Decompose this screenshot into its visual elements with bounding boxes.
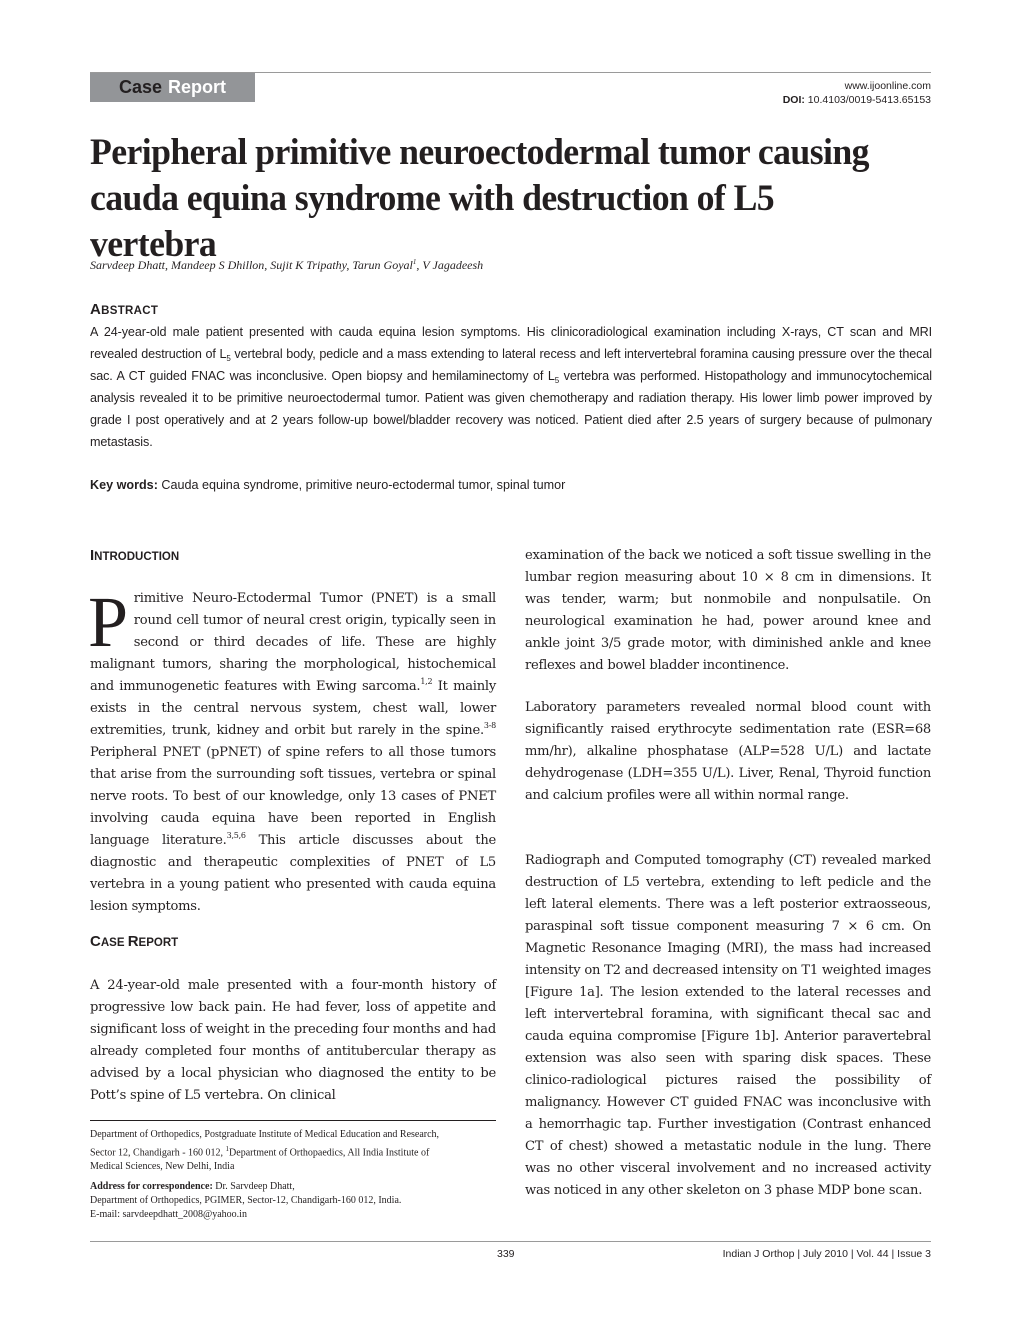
- title-line-2: cauda equina syndrome with destruction of L5 vertebra: [90, 178, 775, 265]
- doi: [783, 93, 931, 107]
- article-type-badge: [90, 73, 255, 102]
- abstract-body: [90, 321, 932, 453]
- case-report-paragraph-3: [525, 850, 931, 1202]
- affiliation-text: Department of Orthopedics, Postgraduate Institute of Medical Education and Research, Sector 12, Chandigarh - 160 012,: [90, 1129, 440, 1159]
- paragraph-text: A 24-year-old male presented with a four-month history of progressive low back pain. He had fever, loss of appetite and significant loss of weight in the preceding four months and had already completed four months of antitubercular therapy as advised by a local physician who diagnosed the entity to be Pott’s spine of L5 vertebra. On clinical: [90, 978, 496, 1103]
- keywords-value: Cauda equina syndrome, primitive neuro-ectodermal tumor, spinal tumor: [157, 478, 566, 492]
- subscript: 5: [226, 354, 231, 363]
- heading-rest: BSTRACT: [101, 305, 159, 317]
- footer-rule: [90, 1241, 931, 1242]
- badge-word-case: Case: [118, 77, 163, 97]
- doi-value[interactable]: 10.4103/0019-5413.65153: [807, 94, 931, 106]
- heading-rest: NTRODUCTION: [94, 551, 180, 563]
- paragraph-text: It mainly exists in the central nervous system, chest wall, lower extremities, trunk, kidney and orbit but rarely in the spine.: [90, 679, 497, 738]
- paragraph-text: This article discusses about the diagnostic and therapeutic complexities of PNET of L5 vertebra in a young patient who presented with cauda equina lesion symptoms.: [90, 833, 496, 914]
- case-report-paragraph-1-continued: [525, 545, 931, 677]
- correspondence-label: Address for correspondence:: [90, 1181, 213, 1192]
- journal-citation: Indian J Orthop | July 2010 | Vol. 44 | Issue 3: [722, 1248, 931, 1260]
- heading-initial: C: [90, 933, 101, 950]
- title-line-1: Peripheral primitive neuroectodermal tumor causing: [90, 132, 869, 173]
- abstract-text: A 24-year-old male patient presented with cauda equina lesion symptoms. His clinicoradiological examination including X-rays, CT scan and MRI revealed destruction of L: [90, 325, 932, 361]
- heading-initial: A: [90, 301, 102, 318]
- affiliation-marker: 1: [225, 1145, 230, 1153]
- paragraph-text: Radiograph and Computed tomography (CT) revealed marked destruction of L5 vertebra, extending to left pedicle and the left lateral elements. There was a left posterior extraosseous, paraspinal soft tissue component measuring 7 × 6 cm. On Magnetic Resonance Imaging (MRI), the mass had increased intensity on T2 and decreased intensity on T1 weighted images [Figure 1a]. The lesion extended to the lateral recesses and left intervertebral foramina, with significant thecal sac and cauda equina compromise [Figure 1b]. Anterior paravertebral extension was also seen with sparing disk spaces. These clinico-radiological pictures raised the possibility of malignancy. However CT guided FNAC was inconclusive with a hemorrhagic tap. Further investigation (Contrast enhanced CT of chest) showed a metastatic nodule in the lung. There was no other visceral involvement and no increased activity was noticed in any other skeleton on 3 phase MDP bone scan.: [525, 853, 931, 1198]
- paragraph-text: Laboratory parameters revealed normal blood count with significantly raised erythrocyte sedimentation rate (ESR=68 mm/hr), alkaline phosphatase (ALP=528 U/L) and lactate dehydrogenase (LDH=355 U/L). Liver, Renal, Thyroid function and calcium profiles were all within normal range.: [525, 700, 931, 803]
- drop-cap: P: [88, 582, 128, 662]
- page-number: 339: [497, 1248, 515, 1260]
- case-report-paragraph-2: [525, 697, 931, 807]
- citation-ref[interactable]: 3-8: [483, 721, 496, 730]
- article-title: [90, 130, 903, 268]
- paragraph-text: rimitive Neuro-Ectodermal Tumor (PNET) is a small round cell tumor of neural crest origin, typically seen in second or third decades of life. These are highly malignant tumors, sharing the morphological, histochemical and immunogenetic features with Ewing sarcoma.: [90, 591, 496, 694]
- correspondence-name: Dr. Sarvdeep Dhatt,: [212, 1181, 295, 1192]
- paragraph-text: examination of the back we noticed a soft tissue swelling in the lumbar region measuring about 10 × 8 cm in dimensions. It was tender, warm; but nonmobile and nonpulsatile. On neurological examination he had, power around knee and ankle joint 3/5 grade motor, with diminished ankle and knee reflexes and bowel bladder incontinence.: [525, 548, 931, 673]
- author-list: [90, 258, 483, 273]
- keywords: [90, 478, 565, 492]
- footnote-rule: [90, 1120, 496, 1121]
- doi-label: DOI:: [782, 94, 805, 106]
- keywords-label: Key words:: [90, 478, 158, 492]
- affiliation-text: Department of Orthopaedics, All India Institute of Medical Sciences, New Delhi, India: [90, 1147, 430, 1173]
- affiliations: [90, 1128, 462, 1174]
- journal-meta: [783, 79, 931, 107]
- authors-text-end: , V Jagadeesh: [416, 258, 484, 272]
- citation-ref[interactable]: 3,5,6: [226, 831, 246, 840]
- abstract-heading: [90, 301, 158, 318]
- abstract-text: vertebra was performed. Histopathology and immunocytochemical analysis revealed it to be primitive neuroectodermal tumor. Patient was given chemotherapy and radiation therapy. His lower limb power improved by grade I post operatively and at 2 years follow-up bowel/bladder recovery was noticed. Patient died after 2.5 years of surgery because of pulmonary metastasis.: [90, 369, 932, 449]
- heading-rest: EPORT: [138, 937, 179, 949]
- abstract-text: vertebral body, pedicle and a mass extending to lateral recess and left intervertebral foramina causing pressure over the thecal sac. A CT guided FNAC was inconclusive. Open biopsy and hemilaminectomy of L: [90, 347, 932, 383]
- author-affiliation-marker: 1: [412, 258, 417, 266]
- introduction-heading: [90, 547, 496, 565]
- heading-initial: I: [90, 547, 95, 564]
- subscript: 5: [554, 376, 560, 385]
- badge-word-report: Report: [168, 77, 227, 97]
- website-link[interactable]: www.ijoonline.com: [844, 80, 931, 92]
- correspondence: [90, 1180, 510, 1222]
- heading-rest: ASE: [100, 937, 128, 949]
- correspondence-email[interactable]: E-mail: sarvdeepdhatt_2008@yahoo.in: [90, 1209, 247, 1220]
- authors-text: Sarvdeep Dhatt, Mandeep S Dhillon, Sujit K Tripathy, Tarun Goyal: [90, 258, 413, 272]
- paragraph-text: Peripheral PNET (pPNET) of spine refers to all those tumors that arise from the surrounding soft tissues, vertebra or spinal nerve roots. To best of our knowledge, only 13 cases of PNET involving cauda equina have been reported in English language literature.: [90, 745, 496, 848]
- citation-ref[interactable]: 1,2: [420, 677, 433, 686]
- case-report-heading: [90, 933, 496, 951]
- introduction-paragraph: [88, 582, 497, 918]
- correspondence-address: Department of Orthopedics, PGIMER, Sector-12, Chandigarh-160 012, India.: [90, 1195, 402, 1206]
- heading-initial: R: [127, 933, 139, 950]
- introduction-body: [88, 582, 497, 918]
- case-report-paragraph-1: [90, 975, 496, 1107]
